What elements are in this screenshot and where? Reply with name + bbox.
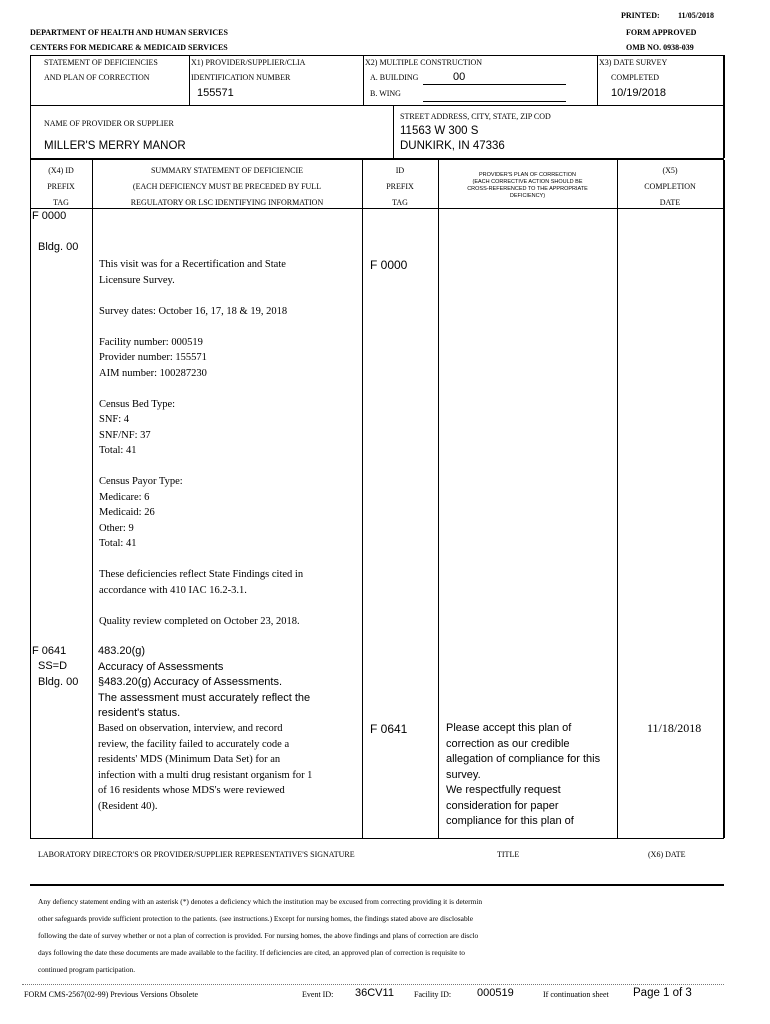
provider-name: MILLER'S MERRY MANOR: [44, 140, 186, 152]
plan-line: correction as our credible: [446, 737, 570, 750]
summary-line: Provider number: 155571: [99, 352, 207, 363]
continuation-label: If continuation sheet: [543, 990, 609, 999]
regulation-line: The assessment must accurately reflect the: [98, 691, 311, 704]
x1-id-label: IDENTIFICATION NUMBER: [191, 73, 291, 82]
x4-header-2: PREFIX: [47, 182, 75, 191]
summary-line: SNF: 4: [99, 414, 130, 425]
plan-line: consideration for paper: [446, 799, 559, 812]
findings-line: review, the facility failed to accurately code a: [98, 738, 290, 750]
summary-line: Medicaid: 26: [99, 507, 155, 518]
x5-header-2: COMPLETION: [644, 182, 696, 191]
plan-line: compliance for this plan of: [446, 815, 574, 827]
completed-label: COMPLETED: [611, 73, 659, 82]
plan-label: AND PLAN OF CORRECTION: [44, 73, 150, 82]
rule: [30, 105, 724, 106]
rule: [30, 208, 724, 209]
printed-label: PRINTED:: [621, 11, 660, 20]
wing-label: B. WING: [370, 89, 401, 98]
rule: [723, 55, 725, 158]
form-approved: FORM APPROVED: [626, 28, 697, 37]
plan-header-3: CROSS-REFERENCED TO THE APPROPRIATE: [467, 186, 588, 192]
findings-line: infection with a multi drug resistant organism for 1: [98, 769, 313, 781]
id-header-3: TAG: [392, 198, 408, 207]
summary-line: This visit was for a Recertification and State: [99, 259, 286, 270]
entry2-id-tag: F 0641: [370, 722, 408, 736]
rule: [362, 160, 363, 838]
findings-line: residents' MDS (Minimum Data Set) for an: [98, 754, 281, 765]
summary-paragraph: [99, 335, 361, 382]
summary-line: These deficiencies reflect State Findings cited in: [99, 569, 304, 580]
regulation-line: §483.20(g) Accuracy of Assessments.: [98, 676, 283, 688]
x4-header-1: (X4) ID: [48, 166, 74, 175]
title-label: TITLE: [497, 850, 520, 859]
provider-id-value: 155571: [197, 87, 234, 99]
summary-paragraph: [99, 614, 361, 630]
summary-line: Total: 41: [99, 445, 137, 456]
disclaimer-text: [38, 893, 728, 978]
top-rule: [30, 55, 724, 56]
rule: [30, 158, 724, 160]
summary-line: SNF/NF: 37: [99, 429, 151, 441]
building-label: A. BUILDING: [370, 73, 419, 82]
rule: [30, 160, 31, 838]
event-id-value: 36CV11: [355, 987, 394, 999]
rule: [423, 84, 566, 85]
entry1-bldg: Bldg. 00: [38, 241, 79, 253]
entry2-findings: [98, 721, 360, 814]
plan-header-2: (EACH CORRECTIVE ACTION SHOULD BE: [472, 179, 583, 185]
date-label: (X6) DATE: [648, 850, 686, 859]
facility-id-label: Facility ID:: [414, 990, 452, 999]
rule: [30, 838, 724, 839]
plan-line: Please accept this plan of: [446, 722, 572, 734]
disclaimer-line: other safeguards provide sufficient protection to the patients. (see instructions.) Except for nursing homes, the findings stated above are disclosable: [38, 914, 473, 923]
id-header-1: ID: [395, 166, 405, 175]
rule: [423, 101, 566, 102]
plan-line: allegation of compliance for this: [446, 753, 601, 765]
disclaimer-line: continued program participation.: [38, 965, 136, 974]
summary-paragraph: [99, 474, 361, 552]
summary-line: accordance with 410 IAC 16.2-3.1.: [99, 584, 247, 596]
regulation-line: 483.20(g): [98, 645, 146, 657]
x4-header-3: TAG: [53, 198, 69, 207]
entry2-ss: SS=D: [38, 660, 68, 672]
summary-line: Other: 9: [99, 522, 134, 534]
summary-line: Survey dates: October 16, 17, 18 & 19, 2018: [99, 305, 288, 317]
x5-header-3: DATE: [659, 198, 681, 207]
entry2-plan: [446, 721, 616, 830]
provider-name-label: NAME OF PROVIDER OR SUPPLIER: [44, 119, 174, 128]
summary-header-1: SUMMARY STATEMENT OF DEFICIENCIE: [150, 166, 304, 175]
plan-line: We respectfully request: [446, 784, 561, 796]
department-title: DEPARTMENT OF HEALTH AND HUMAN SERVICES: [30, 28, 228, 37]
summary-paragraph: [99, 397, 361, 459]
plan-header-4: DEFICIENCY): [509, 193, 546, 199]
x1-label: X1) PROVIDER/SUPPLIER/CLIA: [191, 58, 306, 67]
summary-paragraph: [99, 567, 361, 598]
summary-line: Facility number: 000519: [99, 336, 203, 348]
centers-title: CENTERS FOR MEDICARE & MEDICAID SERVICES: [30, 43, 228, 52]
summary-paragraph: [99, 304, 361, 320]
signature-label: LABORATORY DIRECTOR'S OR PROVIDER/SUPPLIER REPRESENTATIVE'S SIGNATURE: [38, 850, 355, 859]
x3-label: X3) DATE SURVEY: [599, 58, 668, 67]
plan-header-1: PROVIDER'S PLAN OF CORRECTION: [478, 172, 576, 178]
omb-number: OMB NO. 0938-039: [626, 43, 694, 52]
rule: [22, 984, 724, 985]
summary-line: Census Bed Type:: [99, 398, 176, 410]
summary-line: Medicare: 6: [99, 491, 150, 503]
building-value: 00: [453, 71, 466, 83]
rule: [393, 105, 394, 158]
address-label: STREET ADDRESS, CITY, STATE, ZIP COD: [400, 112, 551, 121]
rule: [363, 55, 364, 105]
findings-line: (Resident 40).: [98, 800, 158, 812]
entry1-summary: [99, 257, 361, 645]
entry2-regulation: [98, 644, 360, 722]
x2-label: X2) MULTIPLE CONSTRUCTION: [365, 58, 483, 67]
rule: [723, 160, 725, 838]
rule: [597, 55, 598, 105]
address-line1: 11563 W 300 S: [400, 125, 479, 137]
plan-line: survey.: [446, 768, 481, 781]
disclaimer-line: Any defiency statement ending with an asterisk (*) denotes a deficiency which the institution may be excused from correcting providing it is determin: [38, 897, 483, 906]
rule: [617, 160, 618, 838]
page-number: Page 1 of 3: [633, 987, 692, 999]
summary-paragraph: [99, 257, 361, 288]
event-id-label: Event ID:: [302, 990, 334, 999]
summary-line: Census Payor Type:: [99, 476, 183, 487]
printed-date: 11/05/2018: [678, 11, 715, 20]
regulation-line: Accuracy of Assessments: [98, 660, 224, 673]
x5-header-1: (X5): [662, 166, 678, 175]
id-header-2: PREFIX: [386, 182, 414, 191]
entry2-completion-date: 11/18/2018: [647, 721, 702, 735]
entry2-tag: F 0641: [32, 645, 67, 657]
entry1-tag: F 0000: [32, 210, 67, 222]
summary-line: Licensure Survey.: [99, 274, 175, 286]
regulation-line: resident's status.: [98, 707, 181, 719]
summary-line: Total: 41: [99, 538, 137, 549]
rule: [30, 105, 31, 158]
disclaimer-line: days following the date these documents are made available to the facility. If deficiencies are cited, an approved plan of correction is requisite to: [38, 948, 465, 957]
rule: [30, 55, 31, 105]
entry2-bldg: Bldg. 00: [38, 676, 79, 688]
summary-header-3: REGULATORY OR LSC IDENTIFYING INFORMATION: [130, 198, 324, 207]
findings-line: Based on observation, interview, and record: [98, 723, 283, 734]
summary-line: AIM number: 100287230: [99, 367, 207, 379]
findings-line: of 16 residents whose MDS's were reviewed: [98, 785, 285, 796]
rule: [92, 160, 93, 838]
summary-line: Quality review completed on October 23, 2018.: [99, 615, 300, 627]
rule: [189, 55, 190, 105]
statement-label: STATEMENT OF DEFICIENCIES: [44, 58, 158, 67]
rule: [30, 884, 724, 886]
rule: [438, 160, 439, 838]
summary-header-2: (EACH DEFICIENCY MUST BE PRECEDED BY FULL: [132, 182, 322, 191]
form-number: FORM CMS-2567(02-99) Previous Versions Obsolete: [24, 990, 199, 999]
address-line2: DUNKIRK, IN 47336: [400, 140, 505, 152]
survey-date-value: 10/19/2018: [611, 87, 667, 99]
facility-id-value: 000519: [477, 987, 514, 999]
entry1-id-tag: F 0000: [370, 258, 408, 272]
disclaimer-line: following the date of survey whether or not a plan of correction is provided. For nursing homes, the above findings and plans of correction are disclo: [38, 931, 479, 940]
